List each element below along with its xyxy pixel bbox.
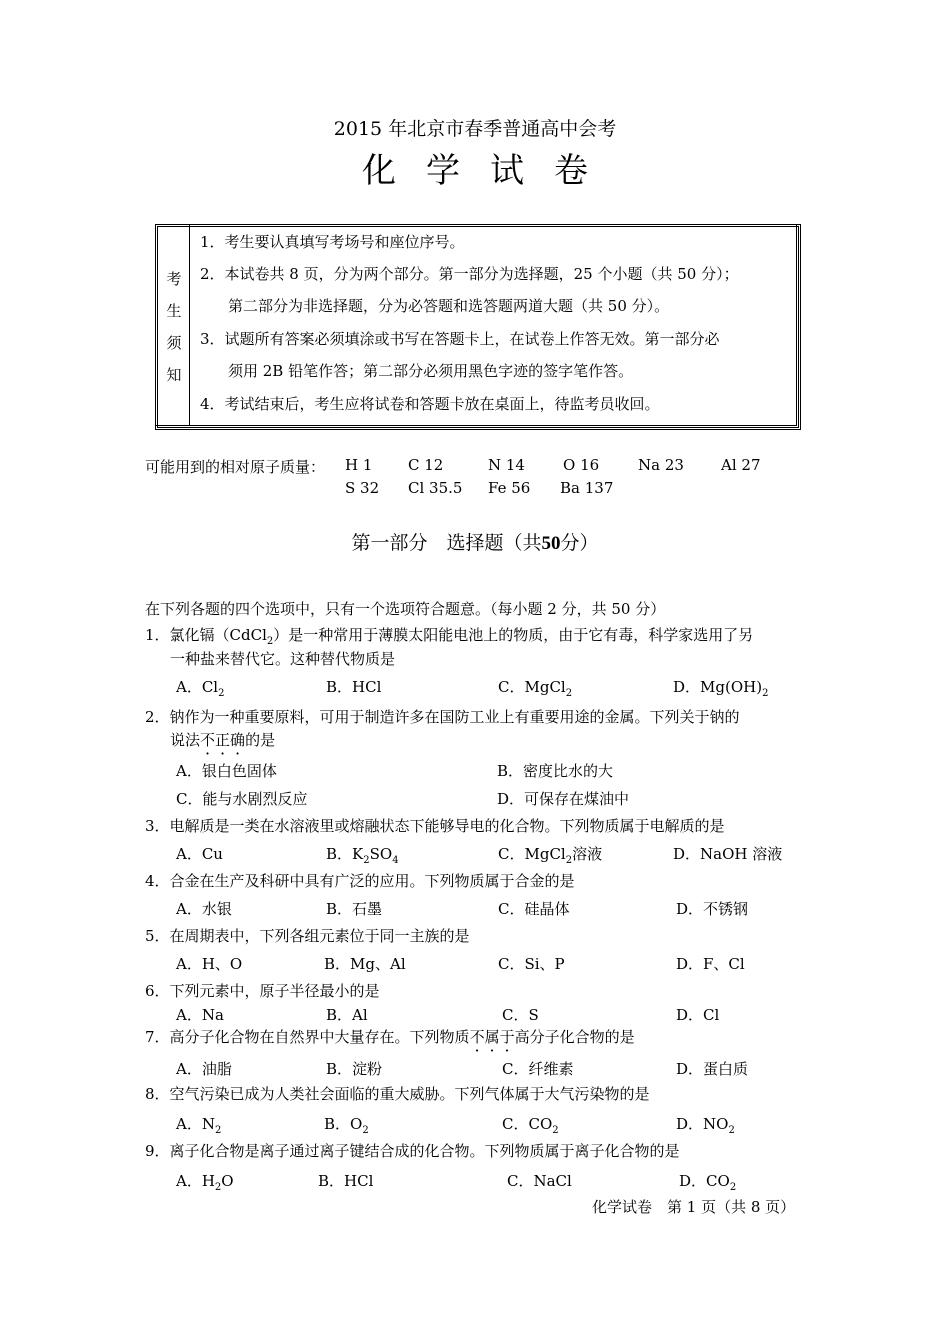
option-a[interactable]: A．Na [176, 1006, 224, 1024]
option-b[interactable]: B．HCl [318, 1172, 374, 1190]
option-d[interactable] [679, 1170, 736, 1191]
exam-title: 化学试卷 [362, 151, 618, 191]
option-label: A．H [176, 1172, 215, 1190]
atomic-mass-item: S 32 [345, 479, 380, 497]
notice-line: 1．考生要认真填写考场号和座位序号。 [200, 233, 465, 251]
emphasis-char: 确 [230, 731, 246, 749]
question-number: 3． [145, 817, 170, 835]
notice-column-divider [189, 225, 190, 425]
subscript: 2 [762, 688, 769, 699]
question-3 [145, 815, 725, 836]
option-a[interactable]: A．油脂 [176, 1060, 232, 1078]
question-text: 钠作为一种重要原料，可用于制造许多在国防工业上有重要用途的金属。下列关于钠的 [169, 708, 740, 726]
subscript: 2 [214, 1182, 222, 1193]
atomic-mass-item: N 14 [488, 456, 525, 474]
option-b[interactable] [324, 1113, 369, 1134]
question-number: 5． [145, 927, 170, 945]
section-suffix: 分） [560, 532, 599, 554]
page-footer: 化学试卷 第 1 页（共 8 页） [592, 1198, 796, 1216]
notice-label-char: 须 [166, 334, 182, 352]
atomic-mass-item: Ba 137 [560, 479, 614, 497]
option-c[interactable] [498, 676, 572, 697]
question-2 [145, 706, 740, 727]
notice-line: 4．考试结束后，考生应将试卷和答题卡放在桌面上，待监考员收回。 [200, 395, 660, 413]
option-c[interactable]: C．S [502, 1006, 539, 1024]
question-number: 2． [145, 708, 170, 726]
option-c[interactable] [498, 843, 602, 864]
subscript: 2 [565, 855, 573, 866]
notice-label [164, 263, 184, 391]
question-text: 高分子化合物在自然界中大量存在。下列物质 [169, 1028, 470, 1046]
option-c[interactable]: C．纤维素 [502, 1060, 574, 1078]
question-5 [145, 925, 470, 946]
question-6 [145, 980, 380, 1001]
instructions: 在下列各题的四个选项中，只有一个选项符合题意。（每小题 2 分，共 50 分） [145, 600, 666, 618]
option-label: C．MgCl [498, 678, 566, 696]
option-b[interactable]: B．HCl [326, 678, 382, 696]
option-label: D．Mg(OH) [673, 678, 763, 696]
option-b[interactable]: B．Al [326, 1006, 368, 1024]
question-text: 的是 [245, 731, 276, 749]
atomic-mass-item: H 1 [345, 456, 373, 474]
option-d[interactable]: D．不锈钢 [676, 900, 749, 918]
atomic-mass-item: Cl 35.5 [408, 479, 463, 497]
notice-label-char: 考 [166, 270, 182, 288]
emphasis-char: 正 [215, 731, 231, 749]
option-b[interactable]: B．Mg、Al [324, 955, 406, 973]
option-label: 溶液 [572, 845, 603, 863]
option-c[interactable] [502, 1113, 559, 1134]
question-text: 空气污染已成为人类社会面临的重大威胁。下列气体属于大气污染物的是 [169, 1085, 650, 1103]
option-label: A．Cl [176, 678, 219, 696]
option-label: C．MgCl [498, 845, 566, 863]
option-b[interactable]: B．淀粉 [326, 1060, 383, 1078]
option-a[interactable] [176, 1170, 234, 1191]
question-text: 高分子化合物的是 [514, 1028, 635, 1046]
notice-label-char: 知 [166, 366, 182, 384]
question-number: 9． [145, 1142, 170, 1160]
question-text: 电解质是一类在水溶液里或熔融状态下能够导电的化合物。下列物质属于电解质的是 [169, 817, 725, 835]
notice-line: 3．试题所有答案必须填涂或书写在答题卡上，在试卷上作答无效。第一部分必 [200, 330, 720, 348]
question-text: 说法 [170, 731, 201, 749]
emphasis-char: 于 [499, 1028, 515, 1046]
atomic-mass-item: C 12 [408, 456, 444, 474]
question-1 [145, 624, 753, 645]
emphasis-char: 不 [469, 1028, 485, 1046]
exam-subtitle: 2015 年北京市春季普通高中会考 [333, 118, 617, 140]
option-label: A．N [176, 1115, 215, 1133]
notice-line: 2．本试卷共 8 页，分为两个部分。第一部分为选择题，25 个小题（共 50 分）； [200, 265, 739, 283]
option-label: B．K [326, 845, 364, 863]
option-c[interactable]: C．Si、P [498, 955, 565, 973]
candidate-notice-box [155, 224, 797, 426]
option-d[interactable]: D．Cl [676, 1006, 720, 1024]
subscript: 2 [363, 855, 370, 866]
option-d[interactable] [676, 1113, 735, 1134]
option-label: D．NO [676, 1115, 729, 1133]
question-text-continued: 一种盐来替代它。这种替代物质是 [170, 650, 396, 668]
subscript: 2 [729, 1182, 737, 1193]
question-text: 离子化合物是离子通过离子键结合成的化合物。下列物质属于离子化合物的是 [169, 1142, 680, 1160]
atomic-mass-item: Al 27 [721, 456, 761, 474]
option-a[interactable]: A．水银 [176, 900, 232, 918]
question-number: 1． [145, 626, 170, 644]
option-b[interactable]: B．密度比水的大 [497, 762, 614, 780]
question-number: 4． [145, 872, 170, 890]
subscript: 2 [214, 1125, 222, 1136]
question-text: 氯化镉（CdCl [169, 626, 267, 644]
notice-line: 须用 2B 铅笔作答；第二部分必须用黑色字迹的签字笔作答。 [228, 362, 634, 380]
option-a[interactable]: A．银白色固体 [176, 762, 277, 780]
atomic-mass-label: 可能用到的相对原子质量： [145, 458, 326, 476]
option-d[interactable]: D．NaOH 溶液 [673, 845, 783, 863]
option-label: SO [369, 845, 393, 863]
option-a[interactable]: A．Cu [176, 845, 223, 863]
option-d[interactable]: D．可保存在煤油中 [497, 790, 630, 808]
option-label: O [221, 1172, 234, 1190]
option-a[interactable]: A．H、O [176, 955, 243, 973]
section-heading [0, 528, 950, 555]
subscript: 2 [218, 688, 225, 699]
option-a[interactable] [176, 1113, 221, 1134]
question-8 [145, 1083, 650, 1104]
question-number: 6． [145, 982, 170, 1000]
option-c[interactable]: C．NaCl [507, 1172, 572, 1190]
option-label: B．O [324, 1115, 363, 1133]
subscript: 2 [552, 1125, 559, 1136]
option-a[interactable] [176, 676, 224, 697]
subscript: 2 [565, 688, 573, 699]
subscript: 2 [266, 636, 274, 647]
option-b[interactable] [326, 843, 399, 864]
atomic-mass-item: Fe 56 [488, 479, 531, 497]
option-d[interactable]: D．F、Cl [676, 955, 745, 973]
question-9 [145, 1140, 680, 1161]
notice-line: 第二部分为非选择题，分为必答题和选答题两道大题（共 50 分）。 [228, 297, 670, 315]
option-label: C．CO [502, 1115, 553, 1133]
option-d[interactable] [673, 676, 768, 697]
subscript: 2 [362, 1125, 369, 1136]
question-number: 8． [145, 1085, 170, 1103]
option-label: D．CO [679, 1172, 730, 1190]
section-prefix: 第一部分 选择题（共 [351, 532, 542, 554]
question-text: ）是一种常用于薄膜太阳能电池上的物质，由于它有毒，科学家选用了另 [273, 626, 754, 644]
question-text: 下列元素中，原子半径最小的是 [169, 982, 380, 1000]
emphasis-char: 属 [484, 1028, 500, 1046]
section-points: 50 [541, 533, 561, 554]
atomic-mass-item: O 16 [563, 456, 600, 474]
question-4 [145, 870, 575, 891]
notice-label-char: 生 [166, 302, 182, 320]
question-text-continued [170, 729, 275, 750]
emphasis-char: 不 [200, 731, 216, 749]
question-number: 7． [145, 1028, 170, 1046]
question-text: 在周期表中，下列各组元素位于同一主族的是 [169, 927, 470, 945]
question-text: 合金在生产及科研中具有广泛的应用。下列物质属于合金的是 [169, 872, 575, 890]
atomic-mass-item: Na 23 [638, 456, 684, 474]
option-c[interactable]: C．硅晶体 [498, 900, 570, 918]
question-7 [145, 1026, 635, 1047]
option-d[interactable]: D．蛋白质 [676, 1060, 749, 1078]
option-c[interactable]: C．能与水剧烈反应 [176, 790, 308, 808]
option-b[interactable]: B．石墨 [326, 900, 383, 918]
subscript: 4 [392, 855, 399, 866]
subscript: 2 [728, 1125, 735, 1136]
